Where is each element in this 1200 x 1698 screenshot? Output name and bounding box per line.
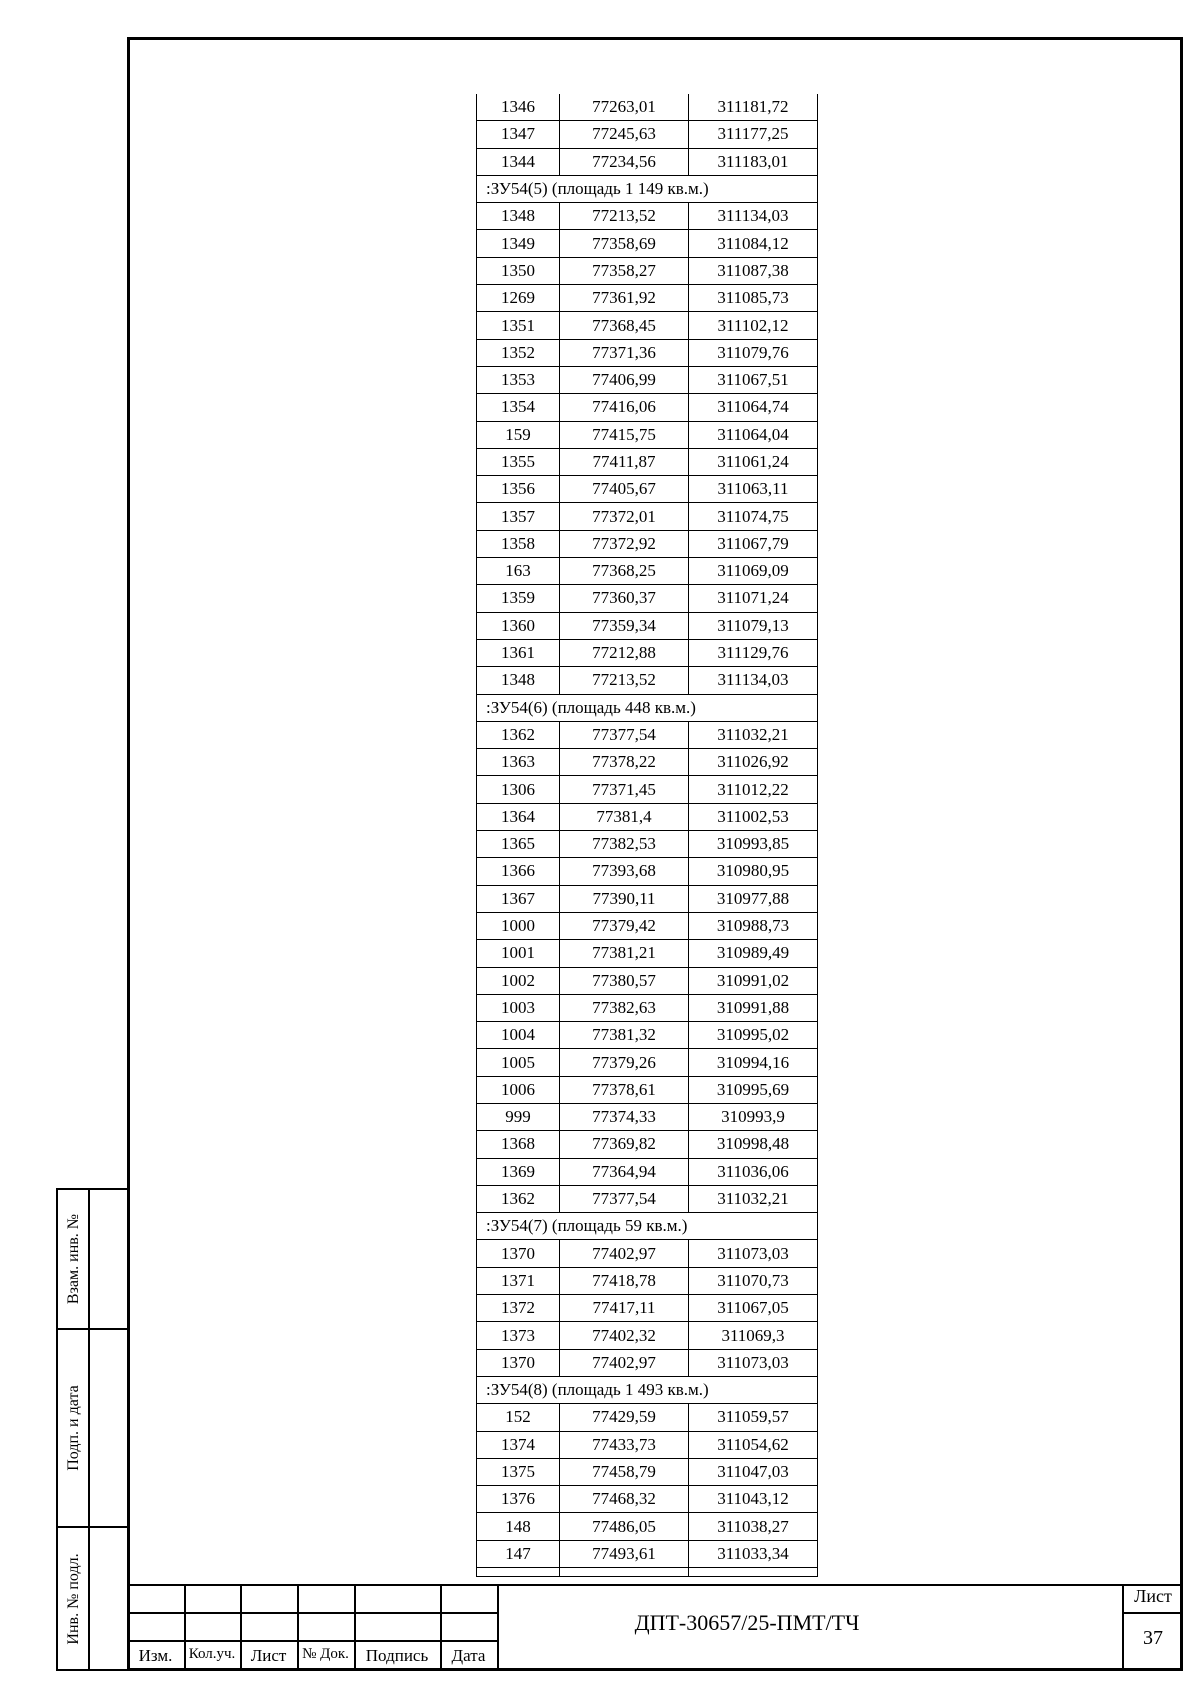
table-row xyxy=(477,1322,818,1349)
table-row xyxy=(477,912,818,939)
coord-y: 311070,73 xyxy=(689,1267,818,1294)
table-row xyxy=(477,776,818,803)
point-number: 1354 xyxy=(477,394,560,421)
coord-y: 311087,38 xyxy=(689,257,818,284)
coord-x: 77245,63 xyxy=(560,121,689,148)
coord-y: 311071,24 xyxy=(689,585,818,612)
point-number: 1358 xyxy=(477,530,560,557)
side-cell-replacement xyxy=(58,1190,127,1330)
table-row xyxy=(477,721,818,748)
coord-y: 311177,25 xyxy=(689,121,818,148)
side-stamp xyxy=(56,1188,127,1671)
table-row xyxy=(477,121,818,148)
point-number: 1006 xyxy=(477,1076,560,1103)
coord-x: 77379,26 xyxy=(560,1049,689,1076)
table-row xyxy=(477,203,818,230)
coord-x: 77359,34 xyxy=(560,612,689,639)
coord-x: 77358,27 xyxy=(560,257,689,284)
point-number: 1001 xyxy=(477,940,560,967)
coord-y: 311036,06 xyxy=(689,1158,818,1185)
coord-y: 311181,72 xyxy=(689,94,818,121)
table-row xyxy=(477,1158,818,1185)
table-row xyxy=(477,1049,818,1076)
coord-y: 311063,11 xyxy=(689,476,818,503)
title-col-signature: Подпись xyxy=(365,1646,429,1665)
coord-y: 310991,88 xyxy=(689,994,818,1021)
section-header-row xyxy=(477,694,818,721)
table-row xyxy=(477,612,818,639)
section-header-row xyxy=(477,1376,818,1403)
coord-x: 77458,79 xyxy=(560,1458,689,1485)
point-number: 163 xyxy=(477,558,560,585)
coord-y: 311069,09 xyxy=(689,558,818,585)
coord-y: 310998,48 xyxy=(689,1131,818,1158)
point-number: 1306 xyxy=(477,776,560,803)
point-number: 1360 xyxy=(477,612,560,639)
point-number: 1348 xyxy=(477,203,560,230)
coord-x: 77368,45 xyxy=(560,312,689,339)
coord-x: 77415,75 xyxy=(560,421,689,448)
coord-x: 77358,69 xyxy=(560,230,689,257)
point-number: 1359 xyxy=(477,585,560,612)
table-row xyxy=(477,312,818,339)
point-number: 1366 xyxy=(477,858,560,885)
coord-x: 77361,92 xyxy=(560,285,689,312)
table-row xyxy=(477,94,818,121)
coord-y: 311183,01 xyxy=(689,148,818,175)
coord-y: 311074,75 xyxy=(689,503,818,530)
coord-y: 311079,76 xyxy=(689,339,818,366)
table-row xyxy=(477,1103,818,1130)
coord-x: 77374,33 xyxy=(560,1103,689,1130)
table-row xyxy=(477,749,818,776)
coord-y: 311084,12 xyxy=(689,230,818,257)
coord-y: 311085,73 xyxy=(689,285,818,312)
coord-y: 311067,51 xyxy=(689,366,818,393)
coord-y: 310977,88 xyxy=(689,885,818,912)
point-number: 999 xyxy=(477,1103,560,1130)
coord-x: 77433,73 xyxy=(560,1431,689,1458)
coord-y: 311079,13 xyxy=(689,612,818,639)
coordinates-table-body xyxy=(477,94,818,1577)
table-row xyxy=(477,1404,818,1431)
table-row xyxy=(477,1458,818,1485)
coord-y: 311102,12 xyxy=(689,312,818,339)
table-row xyxy=(477,1431,818,1458)
coord-y: 310980,95 xyxy=(689,858,818,885)
continuation-row xyxy=(477,1568,818,1577)
coord-y: 310995,69 xyxy=(689,1076,818,1103)
point-number: 1374 xyxy=(477,1431,560,1458)
table-row xyxy=(477,1240,818,1267)
coordinates-table xyxy=(476,94,818,1577)
coord-x: 77234,56 xyxy=(560,148,689,175)
coord-y: 311047,03 xyxy=(689,1458,818,1485)
table-row xyxy=(477,831,818,858)
coord-y: 311134,03 xyxy=(689,667,818,694)
table-row xyxy=(477,1513,818,1540)
coord-y: 310995,02 xyxy=(689,1022,818,1049)
document-code: ДПТ-30657/25-ПМТ/ТЧ xyxy=(634,1610,860,1635)
point-number: 1362 xyxy=(477,721,560,748)
coord-y: 311059,57 xyxy=(689,1404,818,1431)
point-number: 147 xyxy=(477,1540,560,1567)
point-number: 1376 xyxy=(477,1486,560,1513)
table-row xyxy=(477,1131,818,1158)
coord-x: 77429,59 xyxy=(560,1404,689,1431)
point-number: 1365 xyxy=(477,831,560,858)
coord-x: 77418,78 xyxy=(560,1267,689,1294)
point-number: 1362 xyxy=(477,1185,560,1212)
table-row xyxy=(477,585,818,612)
coord-x: 77393,68 xyxy=(560,858,689,885)
coord-x: 77486,05 xyxy=(560,1513,689,1540)
table-row xyxy=(477,366,818,393)
table-row xyxy=(477,1540,818,1567)
coord-x: 77402,97 xyxy=(560,1240,689,1267)
point-number: 1367 xyxy=(477,885,560,912)
coord-x: 77377,54 xyxy=(560,721,689,748)
table-row xyxy=(477,339,818,366)
point-number: 1370 xyxy=(477,1349,560,1376)
point-number: 1368 xyxy=(477,1131,560,1158)
side-label-signature-date: Подп. и дата xyxy=(65,1385,82,1471)
point-number: 1353 xyxy=(477,366,560,393)
table-row xyxy=(477,558,818,585)
coord-y: 311032,21 xyxy=(689,721,818,748)
title-col-count: Кол.уч. xyxy=(188,1646,236,1662)
coord-y: 311061,24 xyxy=(689,448,818,475)
point-number: 1361 xyxy=(477,639,560,666)
sheet-label: Лист xyxy=(1134,1586,1172,1606)
coord-x: 77364,94 xyxy=(560,1158,689,1185)
coord-x: 77378,22 xyxy=(560,749,689,776)
coord-x: 77263,01 xyxy=(560,94,689,121)
coord-y: 311002,53 xyxy=(689,803,818,830)
side-label-original-inv: Инв. № подл. xyxy=(65,1552,82,1645)
title-col-change: Изм. xyxy=(138,1646,173,1665)
coord-x: 77369,82 xyxy=(560,1131,689,1158)
section-header-row xyxy=(477,1213,818,1240)
point-number: 1355 xyxy=(477,448,560,475)
table-row xyxy=(477,394,818,421)
point-number: 148 xyxy=(477,1513,560,1540)
coord-x: 77406,99 xyxy=(560,366,689,393)
coord-x: 77402,32 xyxy=(560,1322,689,1349)
section-header: :ЗУ54(6) (площадь 448 кв.м.) xyxy=(477,694,818,721)
point-number: 1347 xyxy=(477,121,560,148)
coord-x: 77368,25 xyxy=(560,558,689,585)
point-number: 1350 xyxy=(477,257,560,284)
table-row xyxy=(477,940,818,967)
point-number: 159 xyxy=(477,421,560,448)
table-row xyxy=(477,503,818,530)
side-cell-signature xyxy=(58,1330,127,1528)
point-number: 1372 xyxy=(477,1295,560,1322)
table-row xyxy=(477,667,818,694)
point-number: 1349 xyxy=(477,230,560,257)
title-block xyxy=(127,1584,1183,1671)
empty-cell xyxy=(689,1568,818,1577)
point-number: 1356 xyxy=(477,476,560,503)
coord-y: 311038,27 xyxy=(689,1513,818,1540)
coord-x: 77402,97 xyxy=(560,1349,689,1376)
coord-x: 77468,32 xyxy=(560,1486,689,1513)
coord-y: 311064,04 xyxy=(689,421,818,448)
table-row xyxy=(477,530,818,557)
coord-y: 310991,02 xyxy=(689,967,818,994)
table-row xyxy=(477,1486,818,1513)
point-number: 1344 xyxy=(477,148,560,175)
coord-y: 311054,62 xyxy=(689,1431,818,1458)
coord-y: 311012,22 xyxy=(689,776,818,803)
coord-x: 77380,57 xyxy=(560,967,689,994)
side-label-replacement-inv: Взам. инв. № xyxy=(65,1213,82,1305)
coord-x: 77493,61 xyxy=(560,1540,689,1567)
coord-x: 77360,37 xyxy=(560,585,689,612)
point-number: 1351 xyxy=(477,312,560,339)
point-number: 152 xyxy=(477,1404,560,1431)
coord-x: 77390,11 xyxy=(560,885,689,912)
table-row xyxy=(477,421,818,448)
coord-y: 311069,3 xyxy=(689,1322,818,1349)
coord-y: 311067,05 xyxy=(689,1295,818,1322)
point-number: 1352 xyxy=(477,339,560,366)
coord-x: 77381,32 xyxy=(560,1022,689,1049)
title-col-sheet: Лист xyxy=(250,1646,287,1665)
coord-x: 77382,63 xyxy=(560,994,689,1021)
table-row xyxy=(477,1022,818,1049)
coord-x: 77405,67 xyxy=(560,476,689,503)
coord-y: 311073,03 xyxy=(689,1349,818,1376)
coord-x: 77213,52 xyxy=(560,203,689,230)
point-number: 1373 xyxy=(477,1322,560,1349)
table-row xyxy=(477,1295,818,1322)
coord-y: 311064,74 xyxy=(689,394,818,421)
section-header: :ЗУ54(7) (площадь 59 кв.м.) xyxy=(477,1213,818,1240)
coord-x: 77378,61 xyxy=(560,1076,689,1103)
table-row xyxy=(477,1349,818,1376)
coord-x: 77372,92 xyxy=(560,530,689,557)
point-number: 1371 xyxy=(477,1267,560,1294)
point-number: 1364 xyxy=(477,803,560,830)
table-row xyxy=(477,803,818,830)
coord-x: 77212,88 xyxy=(560,639,689,666)
point-number: 1269 xyxy=(477,285,560,312)
point-number: 1002 xyxy=(477,967,560,994)
point-number: 1348 xyxy=(477,667,560,694)
coord-y: 311134,03 xyxy=(689,203,818,230)
coord-y: 310988,73 xyxy=(689,912,818,939)
table-row xyxy=(477,994,818,1021)
table-row xyxy=(477,1185,818,1212)
coord-x: 77379,42 xyxy=(560,912,689,939)
table-row xyxy=(477,885,818,912)
coord-y: 311043,12 xyxy=(689,1486,818,1513)
table-row xyxy=(477,1076,818,1103)
point-number: 1370 xyxy=(477,1240,560,1267)
table-row xyxy=(477,476,818,503)
table-row xyxy=(477,858,818,885)
table-row xyxy=(477,967,818,994)
coord-y: 311032,21 xyxy=(689,1185,818,1212)
empty-cell xyxy=(477,1568,560,1577)
coord-y: 311073,03 xyxy=(689,1240,818,1267)
coord-x: 77381,21 xyxy=(560,940,689,967)
coord-x: 77416,06 xyxy=(560,394,689,421)
coord-y: 311033,34 xyxy=(689,1540,818,1567)
coord-x: 77382,53 xyxy=(560,831,689,858)
section-header: :ЗУ54(8) (площадь 1 493 кв.м.) xyxy=(477,1376,818,1403)
table-row xyxy=(477,1267,818,1294)
section-header-row xyxy=(477,175,818,202)
coord-x: 77417,11 xyxy=(560,1295,689,1322)
coord-y: 311067,79 xyxy=(689,530,818,557)
coord-y: 310993,85 xyxy=(689,831,818,858)
point-number: 1004 xyxy=(477,1022,560,1049)
coord-x: 77213,52 xyxy=(560,667,689,694)
table-row xyxy=(477,285,818,312)
point-number: 1003 xyxy=(477,994,560,1021)
table-row xyxy=(477,639,818,666)
table-row xyxy=(477,148,818,175)
coord-x: 77377,54 xyxy=(560,1185,689,1212)
empty-cell xyxy=(560,1568,689,1577)
sheet-number: 37 xyxy=(1143,1627,1163,1649)
point-number: 1000 xyxy=(477,912,560,939)
title-col-doc-number: № Док. xyxy=(302,1646,349,1662)
coord-x: 77371,45 xyxy=(560,776,689,803)
table-row xyxy=(477,257,818,284)
coord-y: 311026,92 xyxy=(689,749,818,776)
section-header: :ЗУ54(5) (площадь 1 149 кв.м.) xyxy=(477,175,818,202)
coord-y: 311129,76 xyxy=(689,639,818,666)
side-cell-original-inv xyxy=(58,1528,127,1669)
coord-x: 77371,36 xyxy=(560,339,689,366)
coord-x: 77411,87 xyxy=(560,448,689,475)
coord-y: 310994,16 xyxy=(689,1049,818,1076)
coord-y: 310989,49 xyxy=(689,940,818,967)
point-number: 1363 xyxy=(477,749,560,776)
table-row xyxy=(477,448,818,475)
point-number: 1005 xyxy=(477,1049,560,1076)
point-number: 1369 xyxy=(477,1158,560,1185)
point-number: 1375 xyxy=(477,1458,560,1485)
coord-x: 77381,4 xyxy=(560,803,689,830)
coord-y: 310993,9 xyxy=(689,1103,818,1130)
title-col-date: Дата xyxy=(451,1646,486,1665)
point-number: 1346 xyxy=(477,94,560,121)
coord-x: 77372,01 xyxy=(560,503,689,530)
point-number: 1357 xyxy=(477,503,560,530)
table-row xyxy=(477,230,818,257)
